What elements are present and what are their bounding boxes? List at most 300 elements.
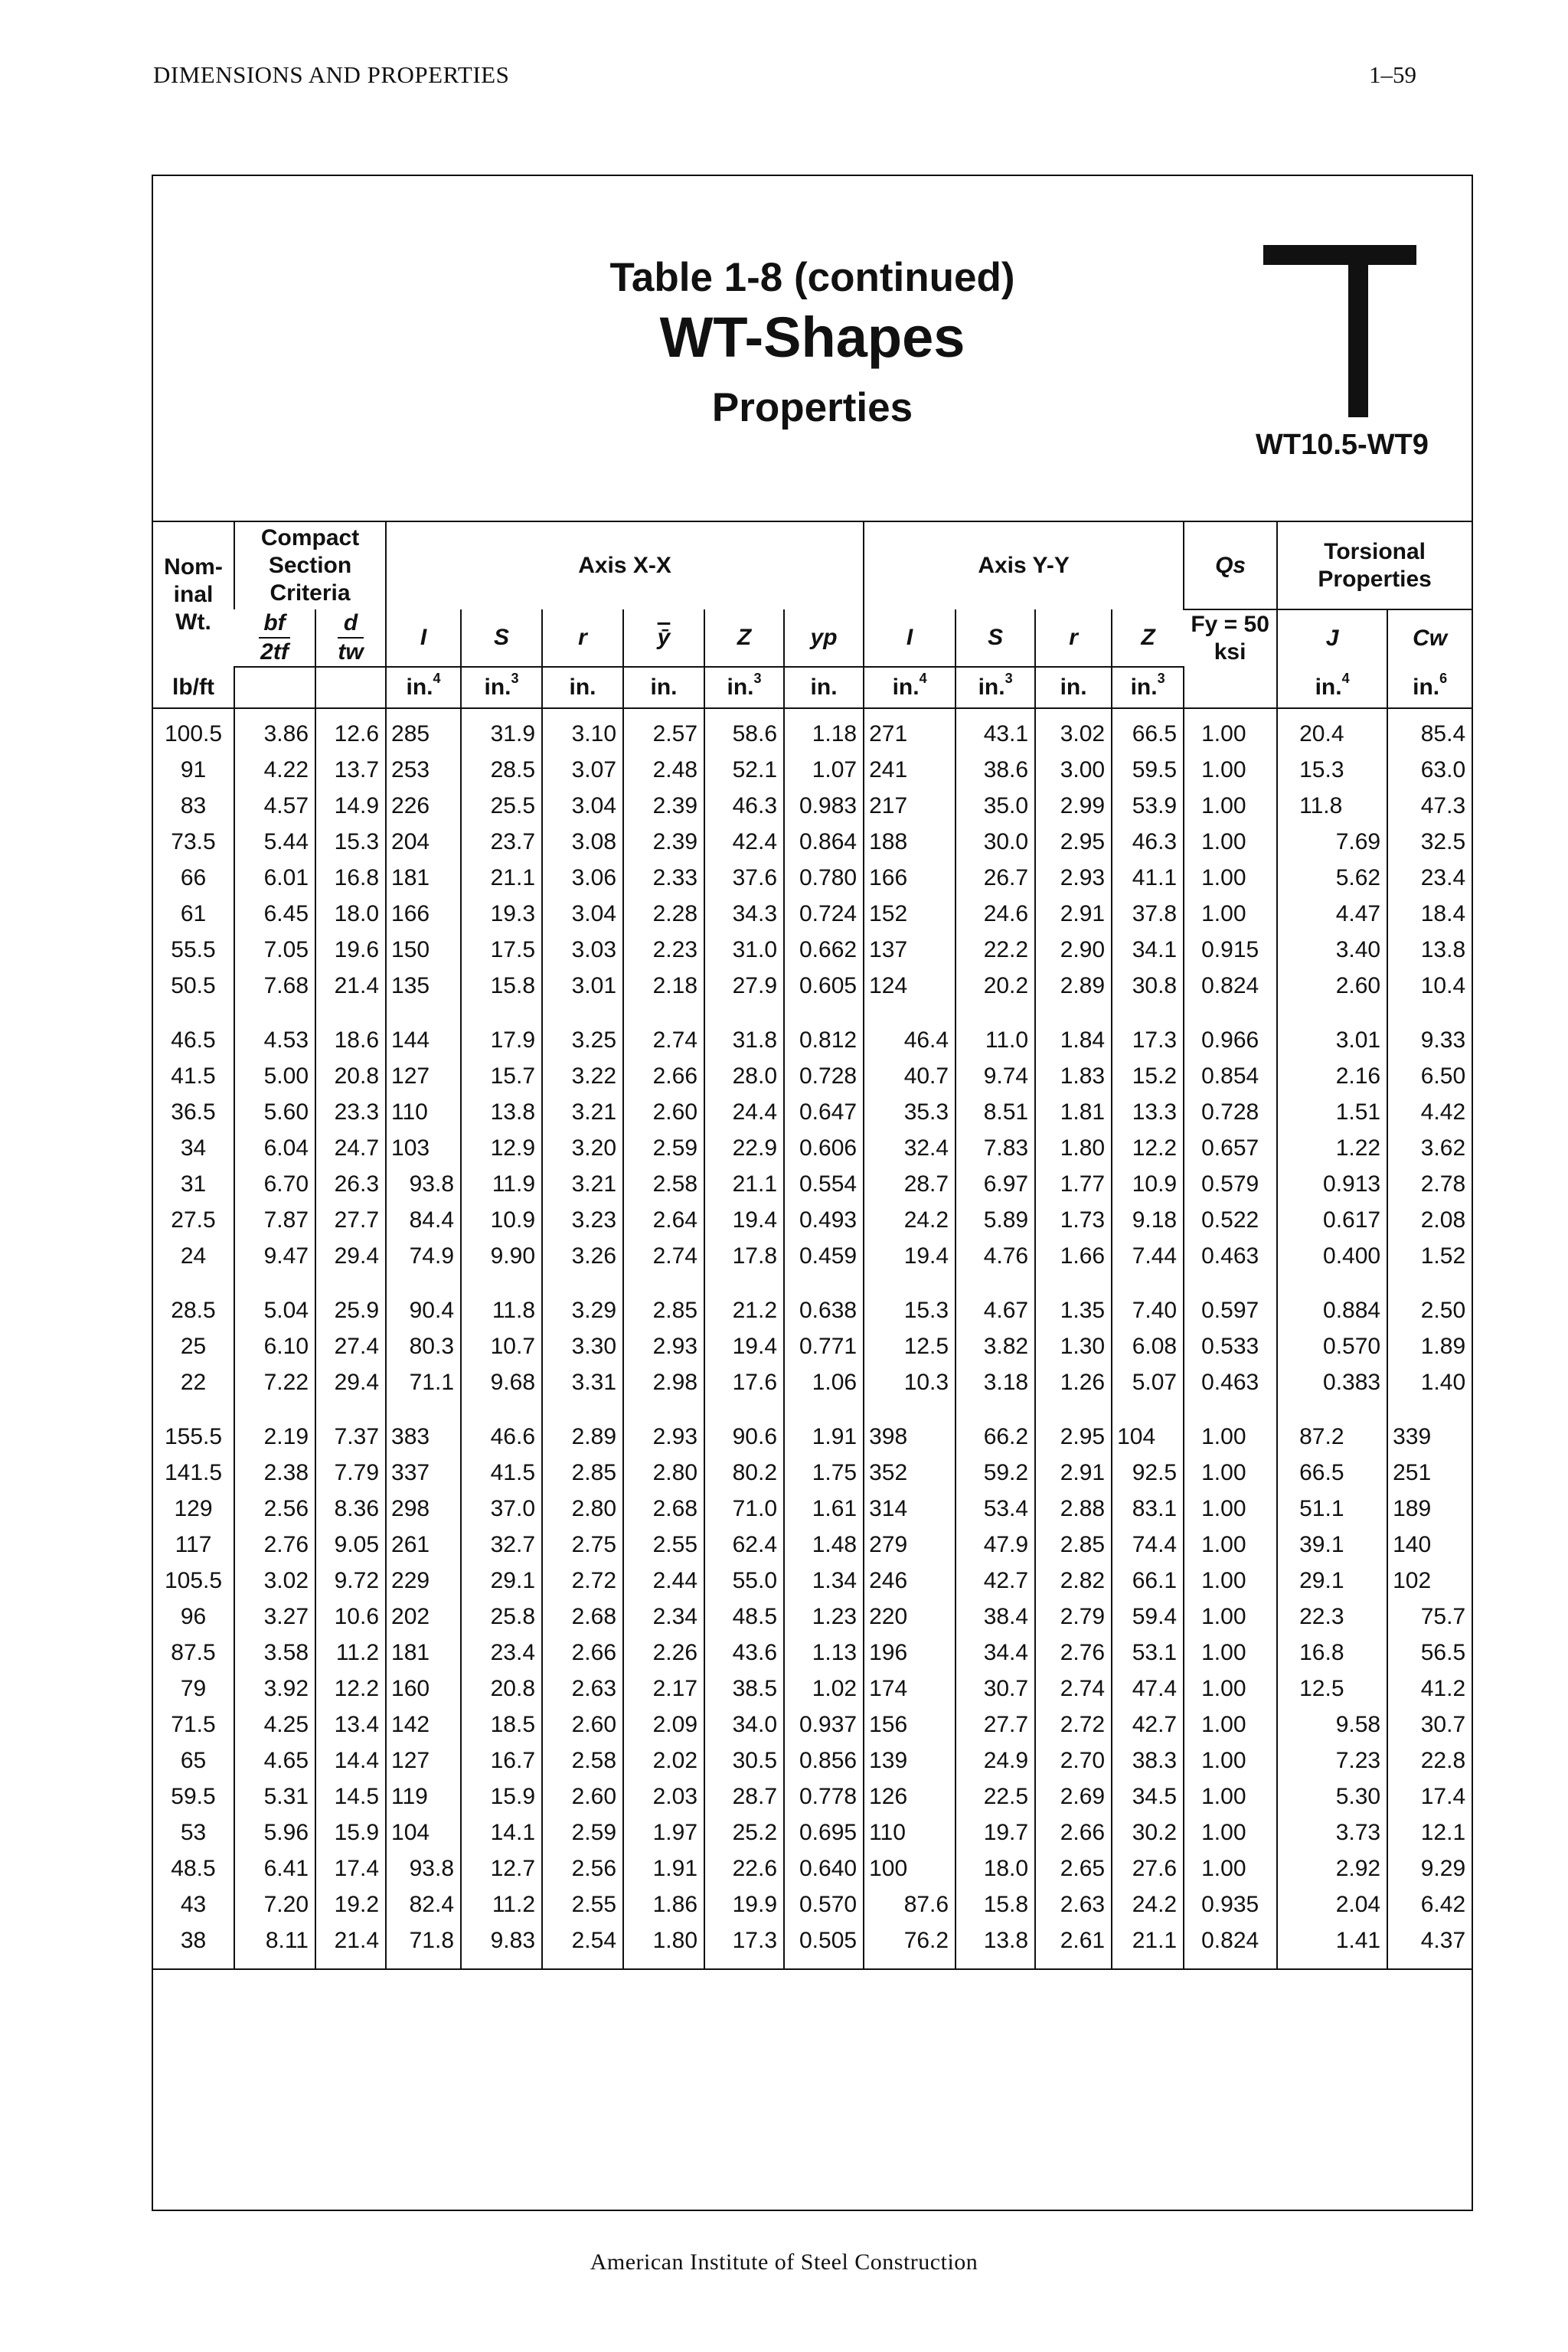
value-cell: 0.915 xyxy=(1184,932,1277,968)
value-cell: 3.03 xyxy=(542,932,623,968)
nominal-weight-cell: 59.5 xyxy=(171,1784,216,1809)
table-subtitle: Properties xyxy=(711,385,913,430)
table-row xyxy=(153,1635,1472,1671)
spacer-cell xyxy=(234,708,315,716)
group-spacer xyxy=(153,708,1472,716)
spacer-cell xyxy=(704,1400,784,1419)
value-cell: 2.38 xyxy=(234,1455,315,1491)
spacer-cell xyxy=(315,1274,386,1292)
spacer-cell xyxy=(704,1274,784,1292)
value-cell: 38.4 xyxy=(956,1599,1035,1635)
table-row xyxy=(153,1419,1472,1455)
table-row xyxy=(153,1743,1472,1779)
value-cell: 0.728 xyxy=(784,1058,864,1094)
value-cell: 152 xyxy=(864,896,956,932)
value-cell: 103 xyxy=(386,1130,461,1166)
value-cell: 15.9 xyxy=(461,1779,542,1815)
value-cell: 7.68 xyxy=(234,968,315,1004)
col-header-ix: I xyxy=(386,609,461,667)
value-cell: 1.00 xyxy=(1184,1815,1277,1851)
value-cell: 7.44 xyxy=(1112,1238,1184,1274)
value-cell: 0.695 xyxy=(784,1815,864,1851)
spacer-cell xyxy=(234,1274,315,1292)
value-cell: 1.02 xyxy=(784,1671,864,1707)
value-cell: 0.579 xyxy=(1184,1166,1277,1202)
table-row xyxy=(153,896,1472,932)
value-cell: 15.9 xyxy=(315,1815,386,1851)
unit-cell: in.$^3$ xyxy=(704,667,784,708)
value-cell: 3.08 xyxy=(542,824,623,860)
table-row xyxy=(153,968,1472,1004)
spacer-cell xyxy=(234,1400,315,1419)
value-cell: 2.56 xyxy=(234,1491,315,1527)
value-cell: 19.4 xyxy=(704,1202,784,1238)
value-cell: 87.2 xyxy=(1277,1419,1387,1455)
value-cell: 2.92 xyxy=(1277,1851,1387,1886)
spacer-cell xyxy=(1387,1400,1472,1419)
value-cell: 2.75 xyxy=(542,1527,623,1563)
value-cell: 30.8 xyxy=(1112,968,1184,1004)
value-cell: 3.21 xyxy=(542,1094,623,1130)
value-cell: 27.9 xyxy=(704,968,784,1004)
value-cell: 4.65 xyxy=(234,1743,315,1779)
value-cell: 34.3 xyxy=(704,896,784,932)
value-cell: 32.5 xyxy=(1387,824,1472,860)
value-cell: 56.5 xyxy=(1387,1635,1472,1671)
nominal-weight-cell: 38 xyxy=(180,1928,207,1953)
value-cell: 4.76 xyxy=(956,1238,1035,1274)
value-cell: 202 xyxy=(386,1599,461,1635)
value-cell: 6.50 xyxy=(1387,1058,1472,1094)
value-cell: 41.1 xyxy=(1112,860,1184,896)
value-cell: 3.73 xyxy=(1277,1815,1387,1851)
value-cell: 80.2 xyxy=(704,1455,784,1491)
value-cell: 17.8 xyxy=(704,1238,784,1274)
value-cell: 8.11 xyxy=(234,1922,315,1958)
value-cell: 16.8 xyxy=(315,860,386,896)
value-cell: 2.85 xyxy=(623,1292,704,1328)
value-cell: 4.25 xyxy=(234,1707,315,1743)
value-cell: 189 xyxy=(1387,1491,1472,1527)
nominal-weight-header: Nom-inal Wt. xyxy=(164,554,223,635)
value-cell: 3.01 xyxy=(1277,1022,1387,1058)
value-cell: 0.884 xyxy=(1277,1292,1387,1328)
table-row xyxy=(153,1166,1472,1202)
value-cell: 2.28 xyxy=(623,896,704,932)
value-cell: 1.00 xyxy=(1184,1635,1277,1671)
value-cell: 1.73 xyxy=(1035,1202,1112,1238)
value-cell: 226 xyxy=(386,788,461,824)
value-cell: 46.6 xyxy=(461,1419,542,1455)
value-cell: 11.8 xyxy=(1277,788,1387,824)
value-cell: 32.7 xyxy=(461,1527,542,1563)
value-cell: 15.2 xyxy=(1112,1058,1184,1094)
unit-cell: in.$^6$ xyxy=(1387,667,1472,708)
nominal-weight-cell: 66 xyxy=(180,865,207,890)
value-cell: 2.23 xyxy=(623,932,704,968)
value-cell: 24.2 xyxy=(864,1202,956,1238)
value-cell: 7.20 xyxy=(234,1886,315,1922)
value-cell: 1.00 xyxy=(1184,1419,1277,1455)
spacer-cell xyxy=(623,1958,704,1969)
spacer-cell xyxy=(956,708,1035,716)
spacer-cell xyxy=(864,1004,956,1022)
compact-section-criteria-header: Compact Section Criteria xyxy=(234,522,386,609)
value-cell: 2.80 xyxy=(542,1491,623,1527)
unit-cell: in.$^3$ xyxy=(1112,667,1184,708)
value-cell: 2.17 xyxy=(623,1671,704,1707)
value-cell: 3.02 xyxy=(1035,716,1112,752)
spacer-cell xyxy=(1184,1274,1277,1292)
value-cell: 22.8 xyxy=(1387,1743,1472,1779)
unit-cell: in. xyxy=(542,667,623,708)
spacer-cell xyxy=(1035,708,1112,716)
value-cell: 9.90 xyxy=(461,1238,542,1274)
value-cell: 1.40 xyxy=(1387,1364,1472,1400)
value-cell: 12.5 xyxy=(864,1328,956,1364)
value-cell: 2.76 xyxy=(234,1527,315,1563)
value-cell: 1.00 xyxy=(1184,1563,1277,1599)
value-cell: 2.85 xyxy=(1035,1527,1112,1563)
value-cell: 1.80 xyxy=(1035,1130,1112,1166)
value-cell: 20.4 xyxy=(1277,716,1387,752)
value-cell: 271 xyxy=(864,716,956,752)
value-cell: 21.1 xyxy=(1112,1922,1184,1958)
value-cell: 53.4 xyxy=(956,1491,1035,1527)
value-cell: 2.39 xyxy=(623,788,704,824)
value-cell: 119 xyxy=(386,1779,461,1815)
value-cell: 1.00 xyxy=(1184,1491,1277,1527)
value-cell: 1.00 xyxy=(1184,1455,1277,1491)
value-cell: 110 xyxy=(386,1094,461,1130)
value-cell: 24.2 xyxy=(1112,1886,1184,1922)
value-cell: 0.778 xyxy=(784,1779,864,1815)
value-cell: 23.3 xyxy=(315,1094,386,1130)
spacer-cell xyxy=(461,1004,542,1022)
value-cell: 34.0 xyxy=(704,1707,784,1743)
value-cell: 66.1 xyxy=(1112,1563,1184,1599)
value-cell: 2.04 xyxy=(1277,1886,1387,1922)
value-cell: 1.00 xyxy=(1184,1599,1277,1635)
value-cell: 14.1 xyxy=(461,1815,542,1851)
running-head xyxy=(153,61,1416,92)
value-cell: 2.80 xyxy=(623,1455,704,1491)
value-cell: 28.7 xyxy=(864,1166,956,1202)
value-cell: 7.23 xyxy=(1277,1743,1387,1779)
value-cell: 18.0 xyxy=(956,1851,1035,1886)
nominal-weight-cell: 36.5 xyxy=(171,1099,216,1125)
spacer-cell xyxy=(153,708,234,716)
value-cell: 2.93 xyxy=(1035,860,1112,896)
value-cell: 3.92 xyxy=(234,1671,315,1707)
value-cell: 1.23 xyxy=(784,1599,864,1635)
value-cell: 16.7 xyxy=(461,1743,542,1779)
col-header-d-tw: $\frac{d}{tw}$ xyxy=(315,609,386,667)
table-header xyxy=(153,522,1472,708)
value-cell: 75.7 xyxy=(1387,1599,1472,1635)
value-cell: 12.7 xyxy=(461,1851,542,1886)
spacer-cell xyxy=(234,1004,315,1022)
value-cell: 110 xyxy=(864,1815,956,1851)
nominal-weight-cell: 105.5 xyxy=(164,1568,223,1593)
value-cell: 217 xyxy=(864,788,956,824)
value-cell: 137 xyxy=(864,932,956,968)
value-cell: 40.7 xyxy=(864,1058,956,1094)
value-cell: 144 xyxy=(386,1022,461,1058)
spacer-cell xyxy=(542,1274,623,1292)
value-cell: 1.80 xyxy=(623,1922,704,1958)
value-cell: 53.9 xyxy=(1112,788,1184,824)
value-cell: 21.4 xyxy=(315,968,386,1004)
value-cell: 2.98 xyxy=(623,1364,704,1400)
value-cell: 2.70 xyxy=(1035,1743,1112,1779)
unit-cell: in. xyxy=(784,667,864,708)
value-cell: 139 xyxy=(864,1743,956,1779)
value-cell: 21.4 xyxy=(315,1922,386,1958)
value-cell: 66.2 xyxy=(956,1419,1035,1455)
value-cell: 2.89 xyxy=(1035,968,1112,1004)
col-header-iy: I xyxy=(864,609,956,667)
value-cell: 0.854 xyxy=(1184,1058,1277,1094)
table-row xyxy=(153,752,1472,788)
value-cell: 1.00 xyxy=(1184,896,1277,932)
value-cell: 71.8 xyxy=(386,1922,461,1958)
spacer-cell xyxy=(784,1400,864,1419)
value-cell: 0.570 xyxy=(1277,1328,1387,1364)
value-cell: 5.60 xyxy=(234,1094,315,1130)
value-cell: 0.983 xyxy=(784,788,864,824)
value-cell: 1.86 xyxy=(623,1886,704,1922)
value-cell: 0.522 xyxy=(1184,1202,1277,1238)
value-cell: 1.66 xyxy=(1035,1238,1112,1274)
spacer-cell xyxy=(1387,1274,1472,1292)
properties-table xyxy=(153,522,1472,1970)
value-cell: 12.2 xyxy=(315,1671,386,1707)
value-cell: 59.4 xyxy=(1112,1599,1184,1635)
value-cell: 174 xyxy=(864,1671,956,1707)
spacer-cell xyxy=(1112,1400,1184,1419)
spacer-cell xyxy=(1184,1958,1277,1969)
value-cell: 1.91 xyxy=(784,1419,864,1455)
value-cell: 23.4 xyxy=(461,1635,542,1671)
value-cell: 13.4 xyxy=(315,1707,386,1743)
value-cell: 3.26 xyxy=(542,1238,623,1274)
value-cell: 1.00 xyxy=(1184,860,1277,896)
table-row xyxy=(153,788,1472,824)
value-cell: 82.4 xyxy=(386,1886,461,1922)
value-cell: 66.5 xyxy=(1277,1455,1387,1491)
value-cell: 19.3 xyxy=(461,896,542,932)
torsional-properties-header: Torsional Properties xyxy=(1277,522,1472,609)
col-header-zy: Z xyxy=(1112,609,1184,667)
value-cell: 24.9 xyxy=(956,1743,1035,1779)
value-cell: 25.9 xyxy=(315,1292,386,1328)
value-cell: 127 xyxy=(386,1743,461,1779)
value-cell: 2.93 xyxy=(623,1419,704,1455)
value-cell: 241 xyxy=(864,752,956,788)
value-cell: 4.57 xyxy=(234,788,315,824)
value-cell: 6.04 xyxy=(234,1130,315,1166)
nominal-weight-cell: 55.5 xyxy=(171,937,216,962)
table-row xyxy=(153,824,1472,860)
value-cell: 0.657 xyxy=(1184,1130,1277,1166)
value-cell: 19.4 xyxy=(864,1238,956,1274)
value-cell: 13.8 xyxy=(461,1094,542,1130)
spacer-cell xyxy=(623,1400,704,1419)
value-cell: 34.5 xyxy=(1112,1779,1184,1815)
value-cell: 126 xyxy=(864,1779,956,1815)
value-cell: 9.47 xyxy=(234,1238,315,1274)
table-frame xyxy=(152,175,1473,2211)
col-header-sy: S xyxy=(956,609,1035,667)
value-cell: 3.40 xyxy=(1277,932,1387,968)
value-cell: 18.0 xyxy=(315,896,386,932)
value-cell: 13.8 xyxy=(1387,932,1472,968)
spacer-cell xyxy=(386,1400,461,1419)
value-cell: 32.4 xyxy=(864,1130,956,1166)
value-cell: 1.18 xyxy=(784,716,864,752)
value-cell: 0.856 xyxy=(784,1743,864,1779)
value-cell: 7.05 xyxy=(234,932,315,968)
value-cell: 59.2 xyxy=(956,1455,1035,1491)
spacer-cell xyxy=(153,1274,234,1292)
value-cell: 2.68 xyxy=(542,1599,623,1635)
value-cell: 3.20 xyxy=(542,1130,623,1166)
axis-xx-header: Axis X-X xyxy=(386,522,864,609)
value-cell: 1.81 xyxy=(1035,1094,1112,1130)
value-cell: 51.1 xyxy=(1277,1491,1387,1527)
spacer-cell xyxy=(542,708,623,716)
value-cell: 30.0 xyxy=(956,824,1035,860)
value-cell: 46.3 xyxy=(1112,824,1184,860)
value-cell: 11.2 xyxy=(461,1886,542,1922)
value-cell: 0.728 xyxy=(1184,1094,1277,1130)
value-cell: 2.60 xyxy=(542,1779,623,1815)
value-cell: 15.8 xyxy=(461,968,542,1004)
value-cell: 28.0 xyxy=(704,1058,784,1094)
value-cell: 5.44 xyxy=(234,824,315,860)
value-cell: 90.4 xyxy=(386,1292,461,1328)
value-cell: 7.22 xyxy=(234,1364,315,1400)
unit-cell xyxy=(315,667,386,708)
value-cell: 5.62 xyxy=(1277,860,1387,896)
value-cell: 9.18 xyxy=(1112,1202,1184,1238)
value-cell: 383 xyxy=(386,1419,461,1455)
nominal-weight-cell: 141.5 xyxy=(164,1460,223,1485)
value-cell: 246 xyxy=(864,1563,956,1599)
spacer-cell xyxy=(461,1274,542,1292)
nominal-weight-cell: 46.5 xyxy=(171,1027,216,1053)
spacer-cell xyxy=(956,1004,1035,1022)
value-cell: 2.55 xyxy=(623,1527,704,1563)
value-cell: 204 xyxy=(386,824,461,860)
value-cell: 25.2 xyxy=(704,1815,784,1851)
nominal-weight-cell: 100.5 xyxy=(164,721,223,746)
spacer-cell xyxy=(386,1004,461,1022)
value-cell: 31.9 xyxy=(461,716,542,752)
tee-stem xyxy=(1348,245,1368,417)
value-cell: 0.400 xyxy=(1277,1238,1387,1274)
value-cell: 2.34 xyxy=(623,1599,704,1635)
value-cell: 41.2 xyxy=(1387,1671,1472,1707)
spacer-cell xyxy=(956,1274,1035,1292)
nominal-weight-cell: 96 xyxy=(180,1604,207,1629)
value-cell: 1.00 xyxy=(1184,1527,1277,1563)
value-cell: 19.9 xyxy=(704,1886,784,1922)
value-cell: 15.8 xyxy=(956,1886,1035,1922)
value-cell: 19.6 xyxy=(315,932,386,968)
value-cell: 27.7 xyxy=(315,1202,386,1238)
value-cell: 87.6 xyxy=(864,1886,956,1922)
spacer-cell xyxy=(1112,1958,1184,1969)
value-cell: 1.91 xyxy=(623,1851,704,1886)
qs-header: Qs xyxy=(1184,522,1277,609)
table-row xyxy=(153,1238,1472,1274)
value-cell: 18.4 xyxy=(1387,896,1472,932)
value-cell: 20.8 xyxy=(315,1058,386,1094)
col-header-yp: yp xyxy=(784,609,864,667)
nominal-weight-cell: 53 xyxy=(180,1820,207,1845)
value-cell: 3.22 xyxy=(542,1058,623,1094)
value-cell: 1.84 xyxy=(1035,1022,1112,1058)
value-cell: 285 xyxy=(386,716,461,752)
value-cell: 339 xyxy=(1387,1419,1472,1455)
table-body xyxy=(153,708,1472,1969)
value-cell: 251 xyxy=(1387,1455,1472,1491)
spacer-cell xyxy=(1277,1958,1387,1969)
spacer-cell xyxy=(386,1958,461,1969)
value-cell: 47.4 xyxy=(1112,1671,1184,1707)
value-cell: 20.2 xyxy=(956,968,1035,1004)
col-header-ry: r xyxy=(1035,609,1112,667)
value-cell: 3.10 xyxy=(542,716,623,752)
value-cell: 17.9 xyxy=(461,1022,542,1058)
value-cell: 12.1 xyxy=(1387,1815,1472,1851)
value-cell: 6.42 xyxy=(1387,1886,1472,1922)
table-row xyxy=(153,1886,1472,1922)
value-cell: 0.662 xyxy=(784,932,864,968)
value-cell: 83.1 xyxy=(1112,1491,1184,1527)
value-cell: 2.90 xyxy=(1035,932,1112,968)
unit-cell: in.$^3$ xyxy=(461,667,542,708)
value-cell: 100 xyxy=(864,1851,956,1886)
value-cell: 15.3 xyxy=(315,824,386,860)
table-row xyxy=(153,1364,1472,1400)
value-cell: 0.647 xyxy=(784,1094,864,1130)
nominal-weight-cell: 25 xyxy=(180,1334,207,1359)
value-cell: 2.82 xyxy=(1035,1563,1112,1599)
value-cell: 66.5 xyxy=(1112,716,1184,752)
col-header-j: J xyxy=(1277,609,1387,667)
value-cell: 2.26 xyxy=(623,1635,704,1671)
value-cell: 1.51 xyxy=(1277,1094,1387,1130)
value-cell: 2.48 xyxy=(623,752,704,788)
value-cell: 2.74 xyxy=(623,1022,704,1058)
value-cell: 17.3 xyxy=(704,1922,784,1958)
table-row xyxy=(153,932,1472,968)
value-cell: 0.570 xyxy=(784,1886,864,1922)
value-cell: 1.97 xyxy=(623,1815,704,1851)
running-head-title: DIMENSIONS AND PROPERTIES xyxy=(153,61,510,88)
value-cell: 27.7 xyxy=(956,1707,1035,1743)
value-cell: 0.966 xyxy=(1184,1022,1277,1058)
value-cell: 0.640 xyxy=(784,1851,864,1886)
spacer-cell xyxy=(386,1274,461,1292)
value-cell: 166 xyxy=(864,860,956,896)
value-cell: 5.30 xyxy=(1277,1779,1387,1815)
value-cell: 74.4 xyxy=(1112,1527,1184,1563)
value-cell: 19.4 xyxy=(704,1328,784,1364)
